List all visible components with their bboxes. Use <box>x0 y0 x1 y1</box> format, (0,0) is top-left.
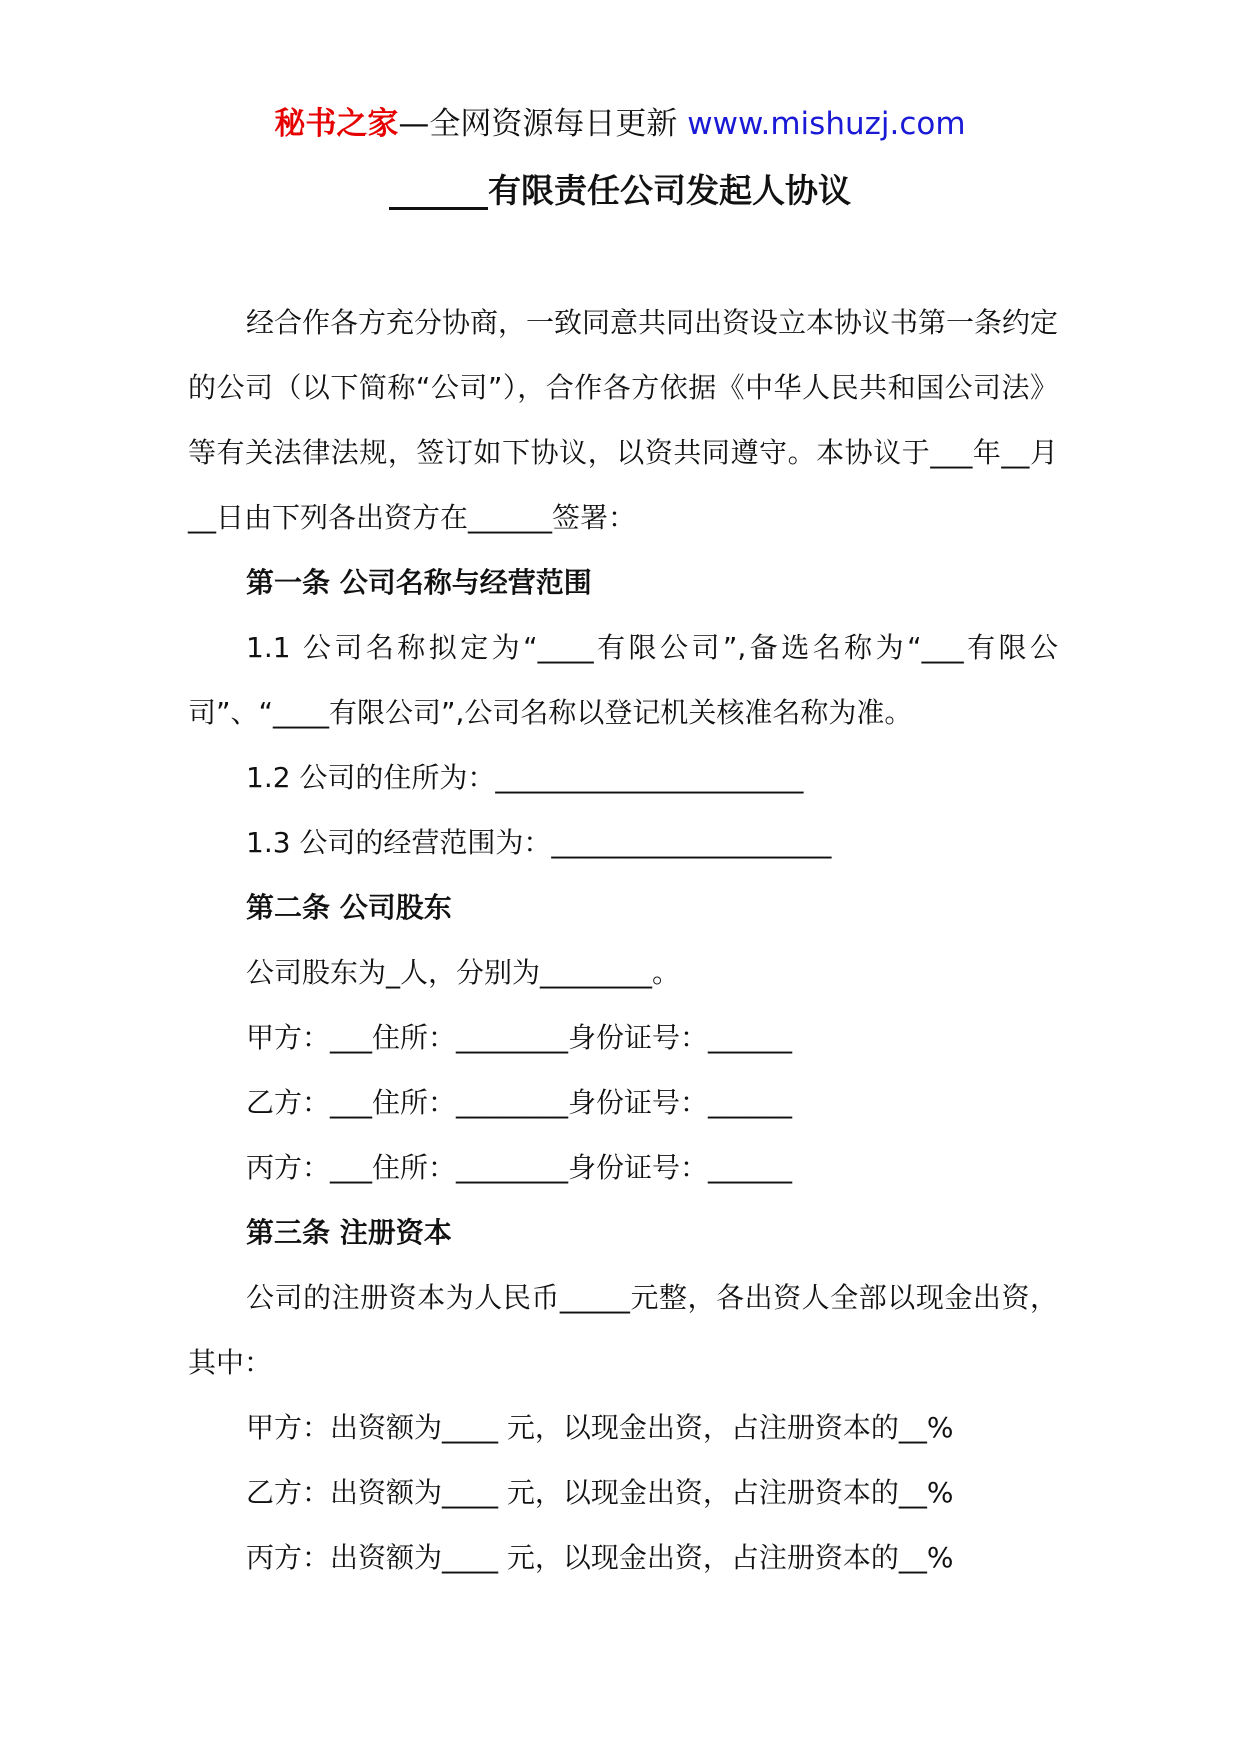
clause-1-2: 1.2 公司的住所为：______________________ <box>246 761 804 794</box>
intro-paragraph: 经合作各方充分协商，一致同意共同出资设立本协议书第一条约定的公司（以下简称“公司”），合作各方依据《中华人民共和国公司法》等有关法律法规，签订如下协议，以资共同遵守。本协议于___年__月__日由下列各出资方在______签署： <box>188 306 1059 534</box>
article-3-heading: 第三条 注册资本 <box>246 1216 452 1249</box>
document-title: ______有限责任公司发起人协议 <box>389 171 851 210</box>
shareholders-line: 公司股东为_人，分别为________。 <box>246 956 681 989</box>
site-url-link[interactable]: www.mishuzj.com <box>687 106 966 142</box>
capital-paragraph: 公司的注册资本为人民币_____元整，各出资人全部以现金出资，其中： <box>188 1281 1058 1379</box>
site-header <box>0 98 1240 150</box>
document-body <box>188 290 1058 1590</box>
clause-1-1: 1.1 公司名称拟定为“____有限公司”,备选名称为“___有限公司”、“____有限公司”,公司名称以登记机关核准名称为准。 <box>188 631 1058 729</box>
party-a-contribution: 甲方：出资额为____ 元，以现金出资，占注册资本的__% <box>246 1411 954 1444</box>
brand-name: 秘书之家 <box>274 106 399 142</box>
article-2-heading: 第二条 公司股东 <box>246 891 452 924</box>
party-c-info: 丙方：___住所：________身份证号：______ <box>246 1151 793 1184</box>
clause-1-3: 1.3 公司的经营范围为：____________________ <box>246 826 832 859</box>
party-b-info: 乙方：___住所：________身份证号：______ <box>246 1086 793 1119</box>
party-b-contribution: 乙方：出资额为____ 元，以现金出资，占注册资本的__% <box>246 1476 954 1509</box>
party-a-info: 甲方：___住所：________身份证号：______ <box>246 1021 793 1054</box>
header-slogan: —全网资源每日更新 <box>398 106 678 142</box>
article-1-heading: 第一条 公司名称与经营范围 <box>246 566 592 599</box>
party-c-contribution: 丙方：出资额为____ 元，以现金出资，占注册资本的__% <box>246 1541 954 1574</box>
